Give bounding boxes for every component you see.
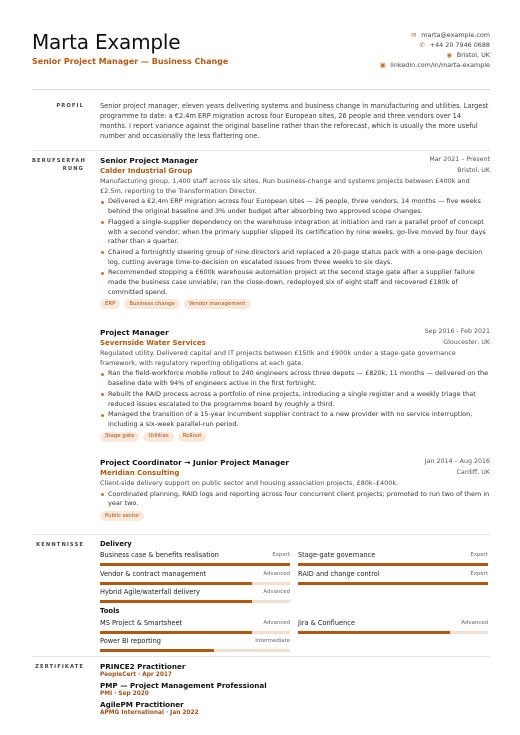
job-description: Regulated utility. Delivered capital and IT projects between £150k and £900k under a stage-gate governance framework, with regulatory reporting obligations at each gate. bbox=[100, 349, 456, 367]
header-divider bbox=[32, 89, 490, 90]
candidate-name: Marta Example bbox=[32, 30, 181, 54]
contact-block bbox=[379, 30, 490, 70]
certificate-item bbox=[100, 681, 490, 697]
skill-name: Business case & benefits realisation bbox=[100, 551, 219, 559]
contact-location bbox=[379, 50, 490, 60]
job-entry bbox=[100, 328, 490, 442]
job-bullet: Managed the transition of a 15-year incumbent supplier contract to a new provider with no service interruption, including a six-week parallel-run period. bbox=[100, 410, 490, 429]
skill-bar bbox=[298, 582, 488, 585]
certificates-section bbox=[32, 662, 490, 728]
skills-section bbox=[32, 540, 490, 654]
skill-group-tools: Tools bbox=[100, 607, 120, 615]
profile-label: PROFIL bbox=[56, 103, 84, 109]
skill-level: Advanced bbox=[263, 589, 290, 595]
certificate-item bbox=[100, 700, 490, 716]
certificates-body bbox=[100, 662, 490, 716]
candidate-headline: Senior Project Manager — Business Change bbox=[32, 57, 229, 66]
experience-section bbox=[32, 156, 490, 528]
job-title: Project Manager bbox=[100, 328, 169, 337]
profile-section bbox=[32, 101, 490, 147]
job-bullets bbox=[100, 197, 490, 297]
job-bullet: Delivered a €2.4m ERP migration across four European sites — 26 people, three vendors, 14 months — five weeks behind the original baseline and 3% under budget after absorbing two approved scope changes. bbox=[100, 197, 490, 216]
job-description: Client-side delivery support on public sector and housing association projects, £80k–£400k. bbox=[100, 479, 399, 487]
linkedin-icon: ▣ bbox=[379, 61, 386, 69]
skills-body bbox=[100, 540, 490, 654]
skill-bar bbox=[298, 563, 488, 566]
skill-level: Expert bbox=[272, 552, 290, 558]
skill-name: Stage-gate governance bbox=[298, 551, 376, 559]
tag-erp: ERP bbox=[100, 299, 120, 309]
contact-phone-text: +44 20 7946 0688 bbox=[429, 41, 490, 49]
job-bullet: Recommended stopping a £600k warehouse automation project at the second stage gate after a supplier failure made the business case unviable; ran the close-down, redeployed six of eight staff and recovered £180k of committed spend. bbox=[100, 268, 490, 297]
job-tags bbox=[100, 299, 490, 309]
job-company: Severnside Water Services bbox=[100, 339, 206, 347]
certificate-issuer: PMI · Sep 2020 bbox=[100, 691, 149, 697]
skill-level: Intermediate bbox=[255, 638, 290, 644]
skill-bar-fill bbox=[100, 649, 214, 652]
certificate-issuer: PeopleCert · Apr 2017 bbox=[100, 672, 172, 678]
tag-vendor-management: Vendor management bbox=[184, 299, 251, 309]
phone-icon: ✆ bbox=[419, 41, 425, 49]
location-icon: ◉ bbox=[446, 51, 453, 59]
contact-location-text: Bristol, UK bbox=[456, 51, 490, 59]
contact-phone[interactable] bbox=[379, 40, 490, 50]
experience-label-line1: BERUFSERFAH bbox=[32, 158, 86, 164]
skill-bar bbox=[298, 631, 488, 634]
job-location: Cardiff, UK bbox=[456, 469, 490, 476]
job-bullet: Coordinated planning, RAID logs and reporting across four concurrent client projects; promoted to run two of them in year two. bbox=[100, 490, 490, 509]
skill-bar bbox=[100, 563, 290, 566]
skill-level: Advanced bbox=[461, 620, 488, 626]
job-tags bbox=[100, 511, 490, 521]
skill-group-delivery: Delivery bbox=[100, 540, 132, 548]
email-icon: ✉ bbox=[410, 31, 417, 39]
job-bullet: Flagged a single-supplier dependency on the warehouse integration at initiation and ran a parallel proof of concept with a second vendor; when the primary supplier slipped its certification by nine weeks, go-live moved by four days rather than a quarter. bbox=[100, 218, 490, 247]
contact-email-text: marta@example.com bbox=[421, 31, 490, 39]
skill-bar bbox=[100, 631, 290, 634]
skill-name: RAID and change control bbox=[298, 570, 380, 578]
profile-body bbox=[100, 101, 490, 141]
job-dates: Jan 2014 – Aug 2016 bbox=[424, 458, 490, 465]
job-bullet: Chaired a fortnightly steering group of nine directors and replaced a 20-page status pack with a one-page decision log, cutting average time-to-decision on escalated issues from three weeks to six days. bbox=[100, 248, 490, 267]
tag-business-change: Business change bbox=[124, 299, 179, 309]
job-dates: Sep 2016 - Feb 2021 bbox=[424, 328, 490, 335]
experience-label bbox=[32, 157, 84, 173]
job-company: Calder Industrial Group bbox=[100, 167, 193, 175]
skill-item bbox=[298, 551, 488, 559]
skill-bar bbox=[100, 582, 290, 585]
job-entry bbox=[100, 156, 490, 309]
section-divider bbox=[32, 656, 490, 657]
skill-bar-fill bbox=[100, 600, 252, 603]
certificate-issuer: APMG International · Jan 2022 bbox=[100, 710, 199, 716]
certificates-label: ZERTIFIKATE bbox=[35, 664, 84, 670]
tag-public-sector: Public sector bbox=[100, 511, 144, 521]
job-bullets bbox=[100, 490, 490, 509]
job-bullet: Ran the field-workforce mobile rollout to 240 engineers across three depots — £820k, 11 months — delivered on the baseline date with 94% of engineers active in the first fortnight. bbox=[100, 369, 490, 388]
job-location: Gloucester, UK bbox=[443, 339, 490, 346]
resume-header bbox=[32, 30, 490, 88]
contact-linkedin-text: linkedin.com/in/marta-example bbox=[390, 61, 490, 69]
job-company: Meridian Consulting bbox=[100, 469, 180, 477]
tag-stage-gate: Stage gate bbox=[100, 432, 139, 442]
experience-label-line2: RUNG bbox=[62, 166, 84, 172]
certificate-name: PRINCE2 Practitioner bbox=[100, 662, 186, 671]
skill-bar-fill bbox=[298, 631, 450, 634]
skill-item bbox=[100, 619, 290, 627]
skills-label: KENNTNISSE bbox=[36, 542, 84, 548]
experience-body bbox=[100, 156, 490, 528]
skill-name: MS Project & Smartsheet bbox=[100, 619, 183, 627]
skill-level: Expert bbox=[470, 552, 488, 558]
skill-name: Jira & Confluence bbox=[298, 619, 355, 627]
skill-bar bbox=[100, 649, 290, 652]
job-bullet: Rebuilt the RAID process across a portfolio of nine projects, introducing a single register and a weekly triage that reduced issues escalated to the programme board by roughly a third. bbox=[100, 390, 490, 409]
skill-item bbox=[298, 619, 488, 627]
skill-bar-fill bbox=[298, 563, 488, 566]
skill-bar-fill bbox=[100, 563, 290, 566]
skill-bar bbox=[100, 600, 290, 603]
skill-item bbox=[100, 588, 290, 596]
section-divider bbox=[32, 534, 490, 535]
skill-level: Advanced bbox=[263, 571, 290, 577]
skill-name: Vendor & contract management bbox=[100, 570, 207, 578]
skill-bar-fill bbox=[298, 582, 488, 585]
job-entry bbox=[100, 458, 490, 521]
skill-level: Advanced bbox=[263, 620, 290, 626]
job-title: Senior Project Manager bbox=[100, 156, 199, 165]
skill-name: Hybrid Agile/waterfall delivery bbox=[100, 588, 200, 596]
contact-email[interactable] bbox=[379, 30, 490, 40]
section-divider bbox=[32, 150, 490, 151]
job-location: Bristol, UK bbox=[457, 167, 490, 174]
skill-bar-fill bbox=[100, 582, 252, 585]
tag-rollout: Rollout bbox=[178, 432, 207, 442]
job-dates: Mar 2021 – Present bbox=[429, 156, 490, 163]
job-description: Manufacturing group, 1,400 staff across six sites. Run business-change and systems projects between £400k and £2.5m, reporting to the Transformation Director. bbox=[100, 177, 470, 195]
skill-level: Expert bbox=[470, 571, 488, 577]
certificate-name: AgilePM Practitioner bbox=[100, 700, 184, 709]
profile-text: Senior project manager, eleven years delivering systems and business change in manufacturing and utilities. Largest programme to date: a €2.4m ERP migration across four European sites, 26 people and three vendors over 14 months. I report variance against the original baseline rather than the reforecast, which is usually the more useful number and occasionally the less flattering one. bbox=[100, 102, 489, 140]
skill-name: Power BI reporting bbox=[100, 637, 161, 645]
certificate-item bbox=[100, 662, 490, 678]
skill-bar-fill bbox=[100, 631, 252, 634]
skill-item bbox=[100, 637, 290, 645]
job-tags bbox=[100, 432, 490, 442]
job-title: Project Coordinator → Junior Project Manager bbox=[100, 458, 289, 467]
tag-utilities: Utilities bbox=[143, 432, 173, 442]
skill-item bbox=[100, 551, 290, 559]
job-bullets bbox=[100, 369, 490, 429]
skill-item bbox=[298, 570, 488, 578]
skill-item bbox=[100, 570, 290, 578]
certificate-name: PMP — Project Management Professional bbox=[100, 681, 267, 690]
contact-linkedin[interactable] bbox=[379, 60, 490, 70]
